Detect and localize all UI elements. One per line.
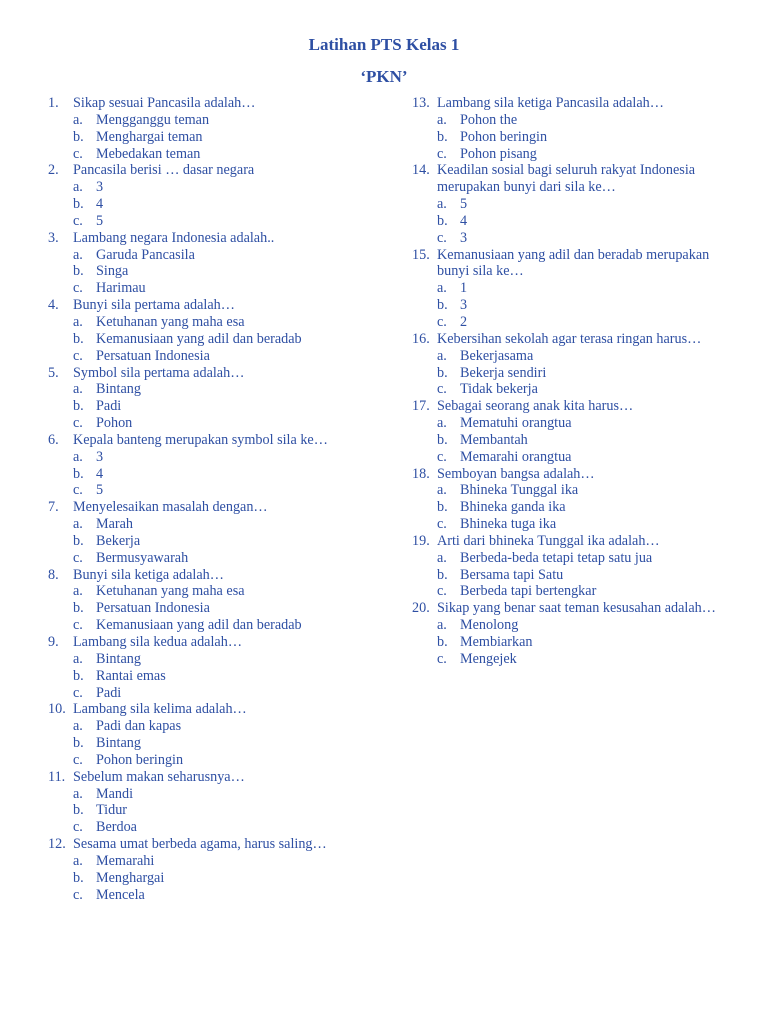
option-text: Tidak bekerja (460, 381, 538, 398)
answer-option (48, 112, 388, 129)
question-text: Sebagai seorang anak kita harus… (437, 398, 634, 415)
option-letter: b. (437, 297, 448, 314)
option-letter: a. (73, 246, 83, 263)
question-text: Bunyi sila ketiga adalah… (73, 566, 224, 583)
option-text: Berbeda tapi bertengkar (460, 583, 597, 600)
question-text: Menyelesaikan masalah dengan… (73, 499, 268, 516)
question-item (412, 247, 752, 281)
option-text: Mengejek (460, 650, 517, 667)
option-text: Singa (96, 263, 129, 280)
question-number: 1. (48, 95, 59, 111)
answer-option (412, 348, 752, 365)
question-number: 7. (48, 499, 59, 516)
option-letter: a. (437, 617, 447, 634)
answer-option (412, 314, 752, 331)
answer-option (412, 381, 752, 398)
answer-option (48, 685, 388, 702)
question-number: 6. (48, 431, 59, 448)
question-item (48, 230, 388, 247)
option-letter: a. (73, 179, 83, 196)
option-letter: a. (73, 313, 83, 330)
answer-option (48, 196, 388, 213)
option-letter: c. (73, 617, 83, 634)
option-text: 5 (96, 212, 104, 229)
question-item (48, 836, 388, 853)
answer-option (48, 617, 388, 634)
option-letter: a. (73, 516, 83, 533)
option-letter: c. (437, 583, 447, 600)
option-letter: c. (73, 549, 83, 566)
page-title: Latihan PTS Kelas 1 (308, 35, 460, 54)
option-letter: c. (73, 145, 83, 162)
option-letter: c. (437, 229, 447, 246)
option-text: Menolong (460, 617, 519, 634)
answer-option (412, 230, 752, 247)
option-text: Persatuan Indonesia (96, 347, 210, 364)
option-letter: c. (73, 886, 83, 903)
option-text: Rantai emas (96, 667, 166, 684)
option-text: 1 (460, 280, 468, 297)
option-letter: c. (437, 145, 447, 162)
answer-option (412, 129, 752, 146)
option-letter: b. (73, 802, 84, 819)
option-letter: a. (73, 448, 83, 465)
option-letter: a. (73, 111, 83, 128)
answer-option (412, 651, 752, 668)
question-item (48, 95, 388, 112)
answer-option (412, 499, 752, 516)
answer-option (48, 213, 388, 230)
question-text: Lambang sila kelima adalah… (73, 701, 247, 718)
question-number: 18. (412, 465, 430, 482)
option-letter: c. (437, 313, 447, 330)
option-letter: c. (73, 347, 83, 364)
option-text: Berbeda-beda tetapi tetap satu jua (460, 549, 653, 566)
question-item (48, 567, 388, 584)
answer-option (48, 280, 388, 297)
answer-option (48, 718, 388, 735)
question-number: 13. (412, 95, 430, 111)
option-text: 4 (96, 465, 104, 482)
answer-option (412, 146, 752, 163)
option-letter: b. (437, 634, 448, 650)
option-text: Mengganggu teman (96, 111, 210, 128)
answer-option (48, 179, 388, 196)
question-text: Sebelum makan seharusnya… (73, 768, 245, 785)
question-text: Kemanusiaan yang adil dan beradab merupakan bunyi sila ke… (437, 246, 710, 280)
answer-option (48, 482, 388, 499)
option-letter: a. (437, 415, 447, 432)
option-text: Pohon pisang (460, 145, 537, 162)
option-text: 3 (460, 297, 468, 314)
question-text: Sikap sesuai Pancasila adalah… (73, 95, 256, 111)
question-number: 3. (48, 229, 59, 246)
question-text: Kepala banteng merupakan symbol sila ke… (73, 431, 328, 448)
option-letter: a. (73, 650, 83, 667)
answer-option (48, 449, 388, 466)
question-text: Lambang sila kedua adalah… (73, 634, 243, 650)
question-number: 20. (412, 600, 430, 617)
question-number: 2. (48, 162, 59, 179)
option-text: Persatuan Indonesia (96, 600, 210, 617)
option-text: Garuda Pancasila (96, 246, 195, 263)
option-letter: b. (73, 263, 84, 280)
option-text: Kemanusiaan yang adil dan beradab (96, 617, 302, 634)
question-item (48, 701, 388, 718)
option-letter: a. (73, 583, 83, 600)
option-letter: c. (73, 751, 83, 768)
question-number: 5. (48, 364, 59, 381)
option-letter: c. (437, 516, 447, 533)
answer-option (412, 112, 752, 129)
option-letter: b. (73, 667, 84, 684)
answer-option (48, 651, 388, 668)
answer-option (48, 129, 388, 146)
option-text: Tidur (96, 802, 128, 819)
question-text: Kebersihan sekolah agar terasa ringan harus… (437, 330, 702, 347)
answer-option (48, 146, 388, 163)
question-number: 19. (412, 532, 430, 549)
option-text: Memarahi orangtua (460, 448, 572, 465)
option-letter: b. (73, 532, 84, 549)
answer-option (48, 348, 388, 365)
option-letter: b. (73, 196, 84, 213)
answer-option (48, 802, 388, 819)
question-text: Lambang sila ketiga Pancasila adalah… (437, 95, 664, 111)
question-number: 11. (48, 768, 66, 785)
answer-option (48, 381, 388, 398)
question-item (412, 466, 752, 483)
option-text: Padi dan kapas (96, 718, 182, 735)
question-number: 16. (412, 330, 430, 347)
option-text: Pohon beringin (96, 751, 184, 768)
question-item (412, 398, 752, 415)
answer-option (48, 819, 388, 836)
option-letter: a. (437, 347, 447, 364)
answer-option (412, 213, 752, 230)
option-text: Marah (96, 516, 134, 533)
option-text: Ketuhanan yang maha esa (96, 583, 245, 600)
option-text: Menghargai teman (96, 128, 203, 145)
option-letter: b. (437, 212, 448, 229)
option-text: Harimau (96, 280, 146, 297)
option-letter: c. (73, 482, 83, 499)
option-text: Bekerja (96, 532, 141, 549)
option-text: Berdoa (96, 819, 137, 836)
option-letter: b. (437, 128, 448, 145)
answer-option (48, 533, 388, 550)
option-text: Padi (96, 684, 122, 701)
question-item (412, 95, 752, 112)
option-text: Memarahi (96, 852, 155, 869)
option-letter: c. (73, 684, 83, 701)
option-text: Pohon the (460, 111, 518, 128)
question-text: Sikap yang benar saat teman kesusahan adalah… (437, 600, 716, 617)
option-text: Menghargai (96, 869, 165, 886)
option-text: Bersama tapi Satu (460, 566, 564, 583)
question-item (48, 365, 388, 382)
option-letter: c. (437, 448, 447, 465)
option-letter: b. (73, 330, 84, 347)
option-text: Bekerjasama (460, 347, 534, 364)
answer-option (412, 280, 752, 297)
option-text: Bintang (96, 650, 141, 667)
option-text: 4 (96, 196, 104, 213)
option-text: 5 (460, 196, 468, 213)
option-letter: a. (437, 111, 447, 128)
option-text: Mebedakan teman (96, 145, 201, 162)
option-text: 4 (460, 212, 468, 229)
option-text: Bhineka tuga ika (460, 516, 557, 533)
option-text: Membantah (460, 431, 528, 448)
option-text: Mencela (96, 886, 145, 903)
option-letter: b. (73, 735, 84, 752)
question-item (48, 432, 388, 449)
question-text: Bunyi sila pertama adalah… (73, 297, 235, 314)
option-letter: a. (437, 196, 447, 213)
option-letter: b. (73, 128, 84, 145)
answer-option (48, 752, 388, 769)
option-text: Mematuhi orangtua (460, 415, 572, 432)
option-text: Ketuhanan yang maha esa (96, 313, 245, 330)
answer-option (412, 196, 752, 213)
question-item (48, 499, 388, 516)
option-letter: a. (73, 852, 83, 869)
option-text: 3 (96, 448, 104, 465)
option-letter: b. (437, 431, 448, 448)
answer-option (412, 297, 752, 314)
option-text: Membiarkan (460, 634, 533, 650)
option-letter: c. (437, 381, 447, 398)
answer-option (412, 482, 752, 499)
answer-option (412, 449, 752, 466)
question-number: 15. (412, 246, 430, 263)
answer-option (48, 550, 388, 567)
answer-option (48, 668, 388, 685)
answer-option (412, 415, 752, 432)
question-text: Arti dari bhineka Tunggal ika adalah… (437, 532, 660, 549)
option-letter: c. (73, 819, 83, 836)
answer-option (412, 617, 752, 634)
option-letter: b. (73, 398, 84, 415)
question-number: 17. (412, 398, 430, 415)
question-number: 4. (48, 297, 59, 314)
question-number: 10. (48, 701, 66, 718)
option-text: Pohon beringin (460, 128, 548, 145)
question-item (412, 600, 752, 617)
option-text: 5 (96, 482, 104, 499)
answer-option (48, 887, 388, 904)
answer-option (48, 870, 388, 887)
option-letter: b. (73, 600, 84, 617)
answer-option (48, 600, 388, 617)
question-text: Pancasila berisi … dasar negara (73, 162, 255, 179)
answer-option (412, 432, 752, 449)
option-text: Pohon (96, 415, 133, 432)
option-text: Bekerja sendiri (460, 364, 547, 381)
answer-option (48, 466, 388, 483)
question-column-right (412, 95, 752, 668)
option-text: 3 (96, 179, 104, 196)
option-letter: a. (437, 280, 447, 297)
answer-option (48, 331, 388, 348)
option-letter: a. (73, 785, 83, 802)
page-subtitle: ‘PKN’ (360, 67, 408, 86)
option-letter: c. (73, 280, 83, 297)
question-item (412, 331, 752, 348)
question-item (48, 297, 388, 314)
question-number: 8. (48, 566, 59, 583)
option-text: Bintang (96, 735, 141, 752)
option-letter: c. (73, 212, 83, 229)
option-letter: c. (437, 650, 447, 667)
question-item (412, 162, 752, 196)
option-text: 3 (460, 229, 468, 246)
answer-option (412, 550, 752, 567)
answer-option (48, 516, 388, 533)
answer-option (48, 735, 388, 752)
option-letter: a. (73, 381, 83, 398)
option-letter: c. (73, 415, 83, 432)
option-text: Padi (96, 398, 122, 415)
question-column-left (48, 95, 388, 904)
question-text: Sesama umat berbeda agama, harus saling… (73, 836, 327, 853)
option-letter: b. (437, 499, 448, 516)
answer-option (412, 567, 752, 584)
option-letter: b. (437, 566, 448, 583)
question-item (48, 162, 388, 179)
question-item (48, 769, 388, 786)
answer-option (412, 634, 752, 651)
answer-option (48, 247, 388, 264)
answer-option (48, 415, 388, 432)
question-item (412, 533, 752, 550)
question-number: 14. (412, 162, 430, 179)
option-text: Kemanusiaan yang adil dan beradab (96, 330, 302, 347)
answer-option (412, 516, 752, 533)
option-letter: a. (73, 718, 83, 735)
option-text: Bintang (96, 381, 141, 398)
question-text: Symbol sila pertama adalah… (73, 364, 245, 381)
option-letter: b. (437, 364, 448, 381)
question-text: Keadilan sosial bagi seluruh rakyat Indonesia merupakan bunyi dari sila ke… (437, 162, 696, 196)
question-text: Lambang negara Indonesia adalah.. (73, 229, 275, 246)
answer-option (48, 583, 388, 600)
answer-option (412, 365, 752, 382)
option-text: 2 (460, 313, 468, 330)
question-item (48, 634, 388, 651)
answer-option (48, 398, 388, 415)
option-letter: b. (73, 869, 84, 886)
option-text: Bhineka ganda ika (460, 499, 566, 516)
answer-option (48, 853, 388, 870)
question-number: 9. (48, 634, 59, 650)
option-text: Bermusyawarah (96, 549, 189, 566)
option-letter: b. (73, 465, 84, 482)
answer-option (48, 263, 388, 280)
question-text: Semboyan bangsa adalah… (437, 465, 595, 482)
question-number: 12. (48, 836, 66, 853)
option-text: Bhineka Tunggal ika (460, 482, 579, 499)
option-letter: a. (437, 549, 447, 566)
option-text: Mandi (96, 785, 134, 802)
answer-option (412, 583, 752, 600)
answer-option (48, 786, 388, 803)
answer-option (48, 314, 388, 331)
option-letter: a. (437, 482, 447, 499)
